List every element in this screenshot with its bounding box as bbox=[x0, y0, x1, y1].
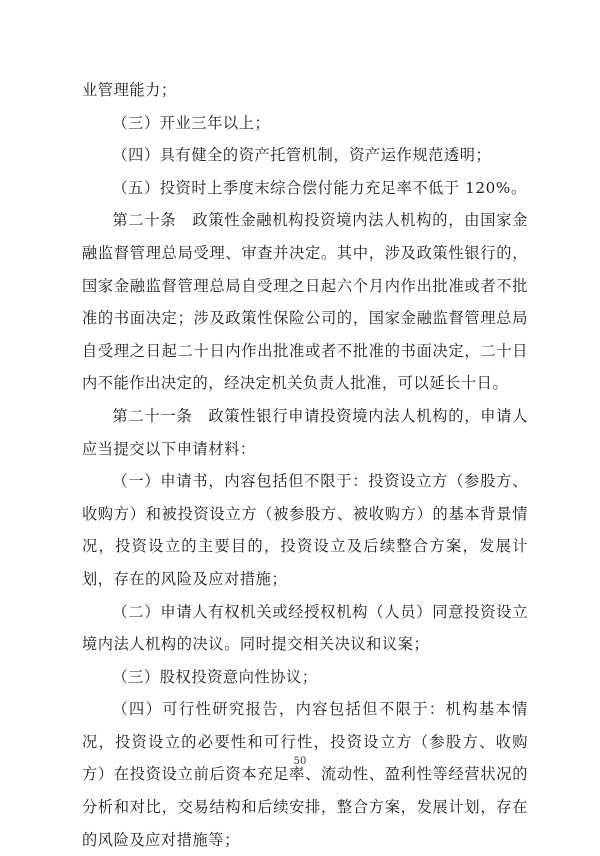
paragraph-continuation: 业管理能力； bbox=[82, 81, 177, 99]
paragraph-material-1: （一）申请书，内容包括但不限于：投资设立方（参股方、收购方）和被投资设立方（被参股方、被收购方）的基本背景情况，投资设立的主要目的，投资设立及后续整合方案，发展计划，存在的风险及应对措施； bbox=[82, 472, 528, 588]
paragraph-article-21: 第二十一条 政策性银行申请投资境内法人机构的，申请人应当提交以下申请材料： bbox=[82, 406, 528, 458]
paragraph-article-20: 第二十条 政策性金融机构投资境内法人机构的，由国家金融监督管理总局受理、审查并决定。其中，涉及政策性银行的，国家金融监督管理总局自受理之日起六个月内作出批准或者不批准的书面决定；涉及政策性保险公司的，国家金融监督管理总局自受理之日起二十日内作出批准或者不批准的书面决定，二十日内不能作出决定的，经决定机关负责人批准，可以延长十日。 bbox=[82, 211, 528, 393]
paragraph-material-4: （四）可行性研究报告，内容包括但不限于：机构基本情况，投资设立的必要性和可行性，投资设立方（参股方、收购方）在投资设立前后资本充足率、流动性、盈利性等经营状况的分析和对比，交易结构和后续安排，整合方案，发展计划，存在的风险及应对措施等； bbox=[82, 700, 528, 849]
paragraph-item-4: （四）具有健全的资产托管机制，资产运作规范透明； bbox=[112, 146, 492, 165]
paragraph-item-3: （三）开业三年以上； bbox=[112, 113, 271, 132]
paragraph-material-2: （二）申请人有权机关或经授权机构（人员）同意投资设立境内法人机构的决议。同时提交相关决议和议案； bbox=[82, 602, 528, 654]
paragraph-material-3: （三）股权投资意向性协议； bbox=[112, 667, 318, 686]
paragraph-item-5: （五）投资时上季度末综合偿付能力充足率不低于 120%。 bbox=[112, 178, 527, 197]
document-body bbox=[82, 74, 528, 856]
page-number: 50 bbox=[293, 756, 307, 767]
